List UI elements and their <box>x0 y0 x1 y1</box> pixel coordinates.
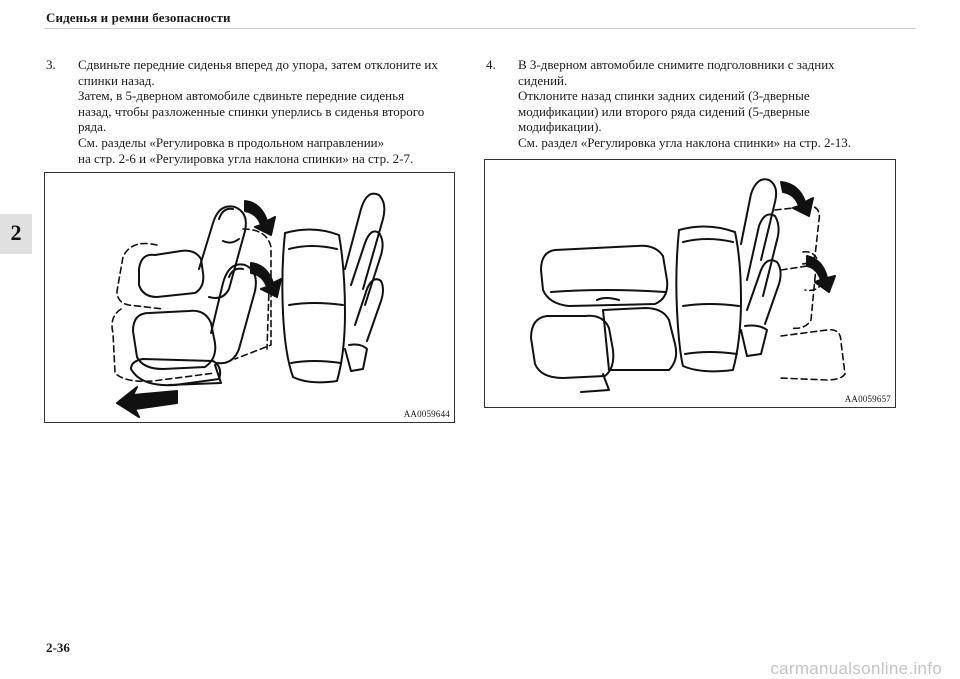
step-line: См. раздел «Регулировка угла наклона спинки» на стр. 2-13. <box>518 134 852 150</box>
page-number: 2-36 <box>46 640 70 655</box>
step-line: на стр. 2-6 и «Регулировка угла наклона спинки» на стр. 2-7. <box>78 150 414 166</box>
chapter-tab-number: 2 <box>10 220 22 245</box>
step-number: 4. <box>486 57 496 72</box>
figure-code: AA0059657 <box>844 394 891 404</box>
step-text <box>78 57 466 166</box>
step-line: См. разделы «Регулировка в продольном направлении» <box>78 134 385 150</box>
step-line: назад, чтобы разложенные спинки уперлись в сиденья второго <box>78 103 425 119</box>
front-seat-upper <box>139 206 246 298</box>
step-line: Сдвиньте передние сиденья вперед до упора, затем отклоните их <box>78 57 438 72</box>
recline-arrow-icon <box>807 256 835 292</box>
step-number: 3. <box>46 57 56 72</box>
step-line: Отклоните назад спинки задних сидений (3-дверные <box>518 88 810 104</box>
running-header: Сиденья и ремни безопасности <box>46 10 231 25</box>
seat-illustration <box>485 160 895 407</box>
step-line: ряда. <box>78 119 107 135</box>
watermark: carmanualsonline.info <box>770 659 942 678</box>
forward-arrow-icon <box>117 387 177 417</box>
step-line: Затем, в 5-дверном автомобиле сдвиньте передние сиденья <box>78 88 405 104</box>
step-line: сидений. <box>518 72 568 88</box>
rear-bench <box>676 179 780 371</box>
rear-bench <box>282 194 384 383</box>
step-text <box>518 57 906 151</box>
step-line: модификации). <box>518 119 602 135</box>
reclined-position-outline <box>775 206 845 380</box>
front-seat-lower <box>133 264 256 385</box>
figure-rear-seats-reclined <box>484 159 896 408</box>
figure-seats-front-reclined <box>44 172 455 423</box>
recline-arrow-icon <box>781 182 813 216</box>
seat-illustration <box>45 173 454 422</box>
chapter-tab <box>0 214 32 254</box>
header-divider <box>44 28 916 29</box>
second-row-seat <box>541 246 667 306</box>
figure-code: AA0059644 <box>403 409 450 419</box>
step-line: спинки назад. <box>78 72 155 88</box>
step-line: модификации) или второго ряда сидений (5-дверные <box>518 103 810 119</box>
front-seat <box>531 308 676 392</box>
step-line: В 3-дверном автомобиле снимите подголовники с задних <box>518 57 835 72</box>
